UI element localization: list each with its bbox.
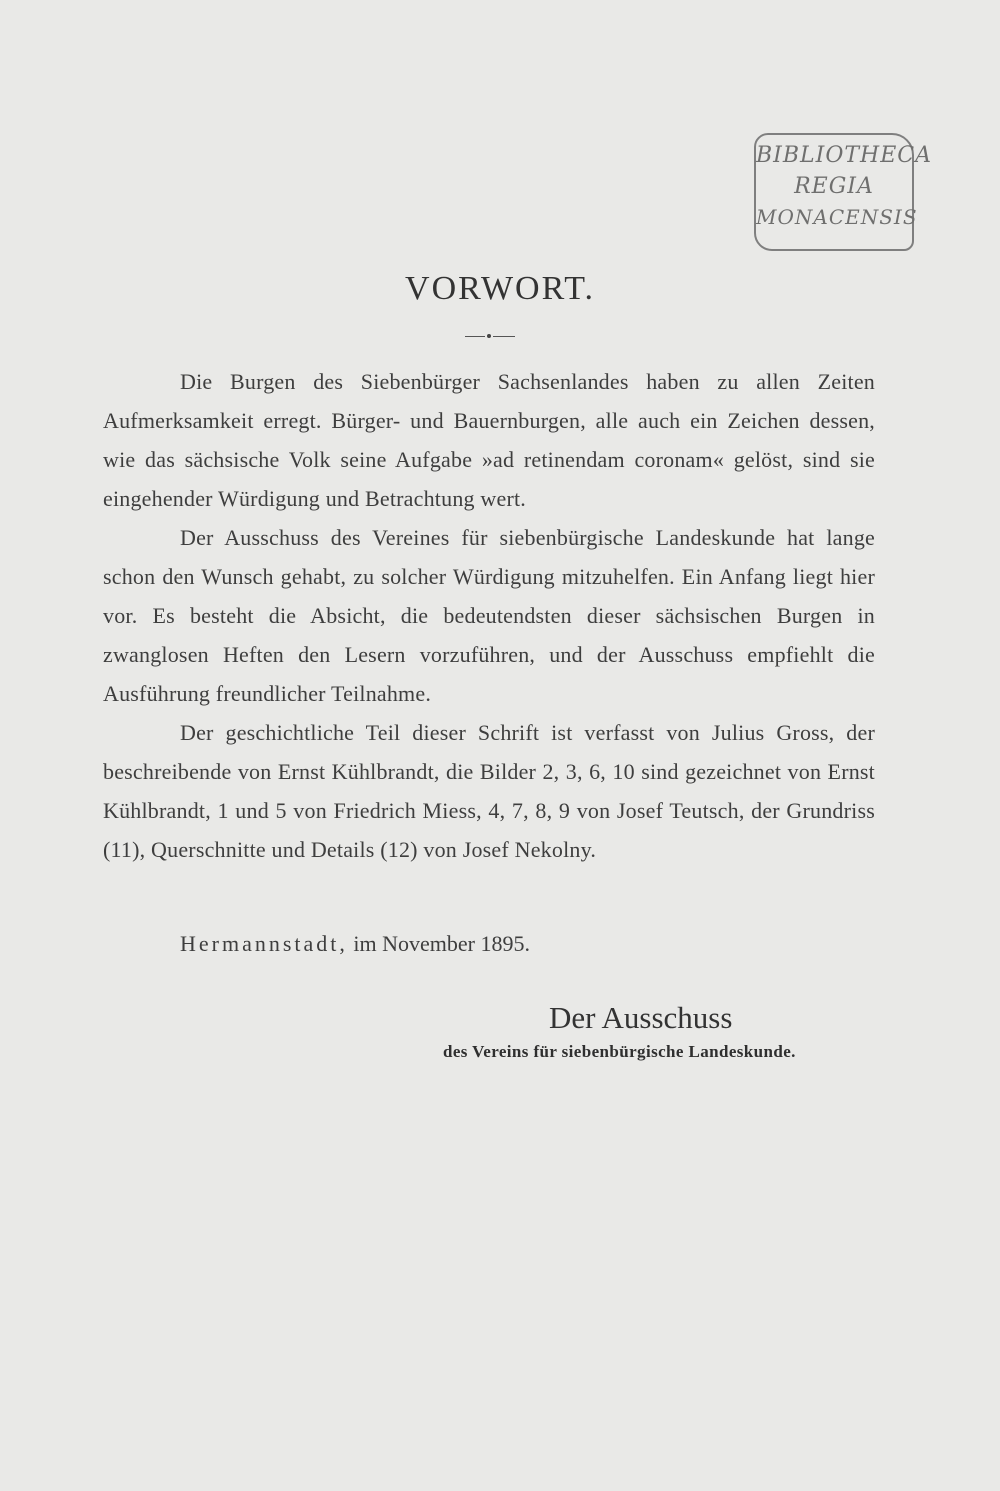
title-ornament xyxy=(465,336,515,338)
place-date-line xyxy=(180,924,530,963)
library-stamp xyxy=(754,133,932,251)
signature-name: Der Ausschuss xyxy=(549,1000,733,1035)
signature-subtitle: des Vereins für siebenbürgische Landeskunde. xyxy=(443,1042,796,1061)
stamp-line-3: MONACENSIS xyxy=(756,205,918,229)
paragraph-2: Der Ausschuss des Vereines für siebenbürgische Landeskunde hat lange schon den Wunsch gehabt, zu solcher Würdigung mitzuhelfen. Ein Anfang liegt hier vor. Es besteht die Absicht, die bedeutendsten dieser sächsischen Burgen in zwanglosen Heften den Lesern vorzuführen, und der Ausschuss empfiehlt die Ausführung freundlicher Teilnahme. xyxy=(103,525,875,706)
paragraph-1: Die Burgen des Siebenbürger Sachsenlandes haben zu allen Zeiten Aufmerksamkeit erregt. Bürger- und Bauernburgen, alle auch ein Zeichen dessen, wie das sächsische Volk seine Aufgabe »ad retinendam coronam« gelöst, sind sie eingehender Würdigung und Betrachtung wert. xyxy=(103,369,875,511)
stamp-line-2: REGIA xyxy=(794,174,874,199)
date-text: im November 1895. xyxy=(353,931,530,956)
page-title: VORWORT. xyxy=(405,270,595,307)
preface-body xyxy=(103,362,875,869)
stamp-line-1: BIBLIOTHECA xyxy=(756,143,932,168)
paragraph-3: Der geschichtliche Teil dieser Schrift ist verfasst von Julius Gross, der beschreibende von Ernst Kühlbrandt, die Bilder 2, 3, 6, 10 sind gezeichnet von Ernst Kühlbrandt, 1 und 5 von Friedrich Miess, 4, 7, 8, 9 von Josef Teutsch, der Grundriss (11), Querschnitte und Details (12) von Josef Nekolny. xyxy=(103,720,875,862)
place-name: Hermannstadt, xyxy=(180,931,348,956)
